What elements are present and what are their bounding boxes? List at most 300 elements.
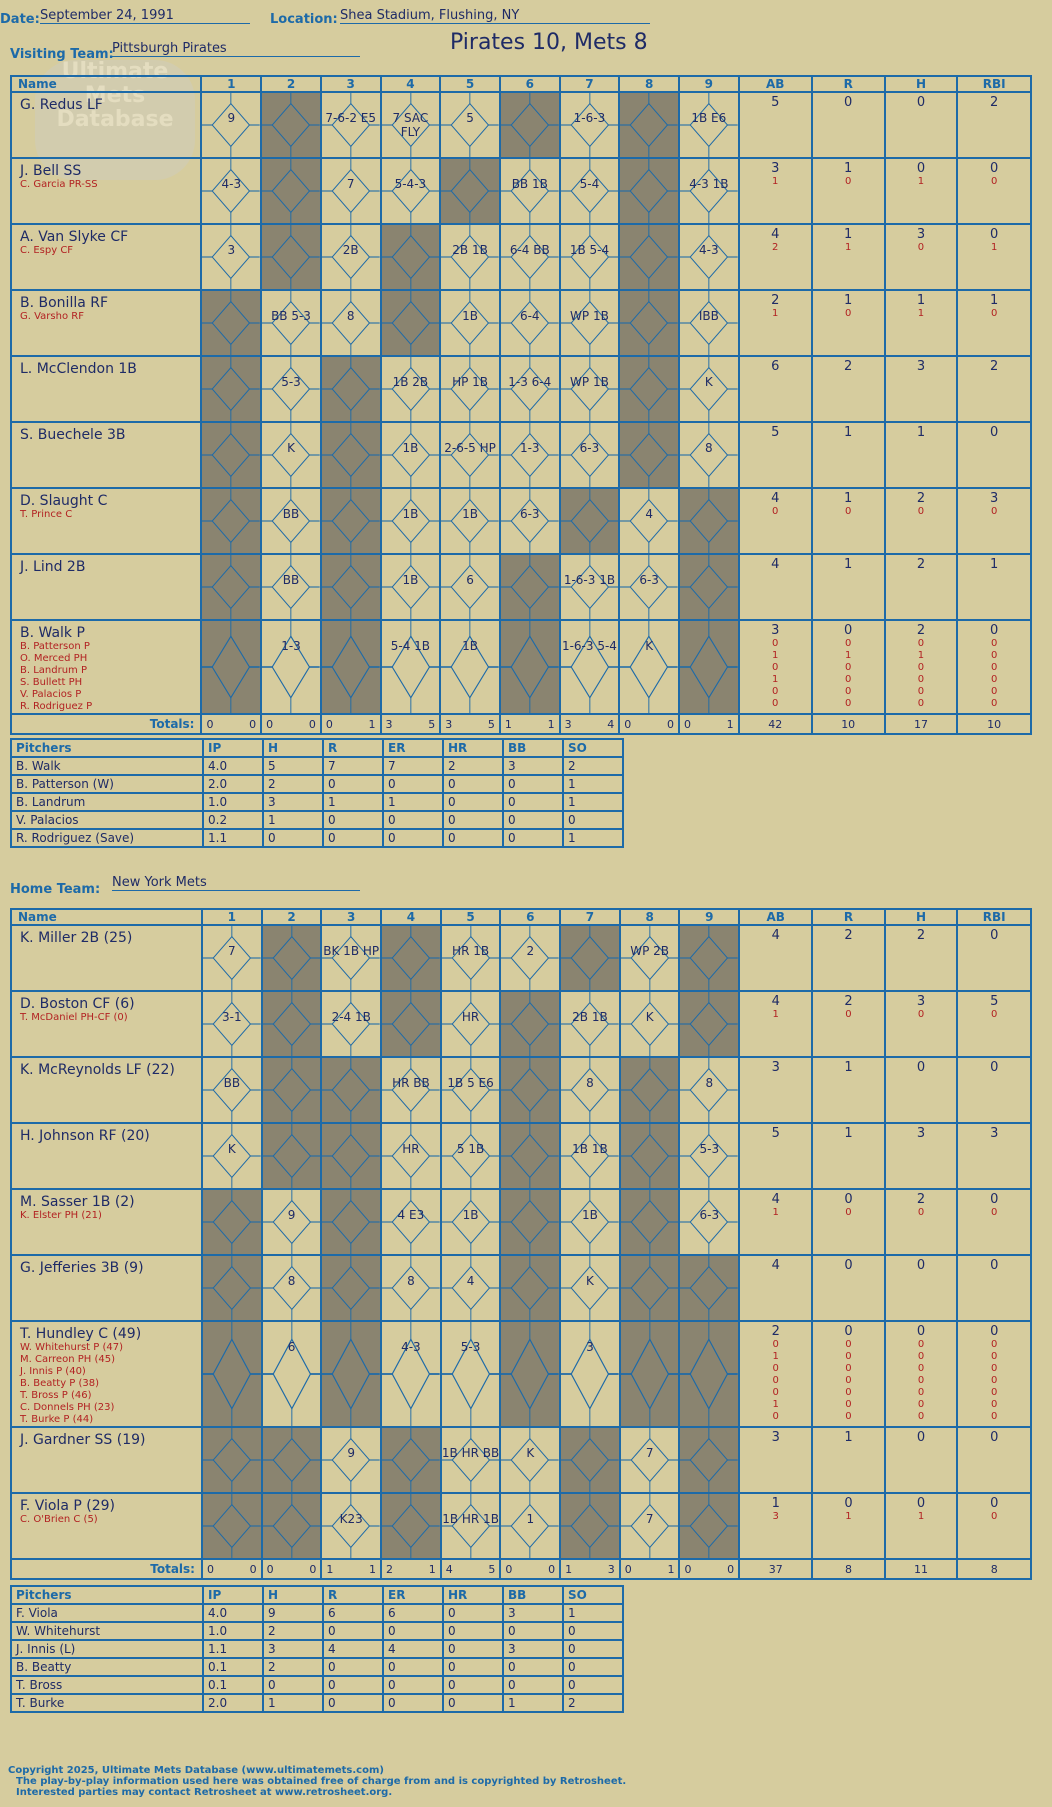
diamond-icon (202, 621, 260, 713)
at-bat-cell (262, 925, 322, 991)
stat-value: 2 (916, 491, 926, 506)
visiting-label: Visiting Team: (10, 47, 114, 62)
at-bat-cell (262, 1427, 322, 1493)
pitcher-stat: 1 (323, 793, 383, 811)
diamond-icon (501, 93, 559, 157)
substitute-stat: 0 (917, 686, 925, 697)
at-bat-cell (560, 991, 620, 1057)
at-bat-cell (440, 92, 500, 158)
play-result: HR 1B (452, 944, 490, 958)
at-bat-cell (560, 554, 620, 620)
diamond-icon (442, 1428, 500, 1492)
diamond-icon (501, 291, 559, 355)
diamond-icon (680, 621, 738, 713)
pitcher-stat: 2 (563, 1694, 623, 1712)
at-bat-cell (500, 290, 560, 356)
diamond-icon (322, 1494, 380, 1558)
batter-row (11, 92, 1031, 158)
diamond-icon (263, 1428, 321, 1492)
batter-row (11, 1427, 1031, 1493)
pitcher-name: V. Palacios (11, 811, 203, 829)
stat-cell (812, 1255, 884, 1321)
at-bat-cell (440, 290, 500, 356)
batter-name: G. Redus LF (20, 97, 103, 113)
substitute-stat: 0 (990, 686, 998, 697)
diamond-icon (263, 1124, 321, 1188)
at-bat-cell (620, 925, 680, 991)
diamond-icon (262, 357, 320, 421)
play-result: 2 (526, 944, 535, 958)
inning-total (202, 1559, 262, 1579)
diamond-icon (620, 423, 678, 487)
pitcher-name: T. Burke (11, 1694, 203, 1712)
diamond-icon (382, 423, 440, 487)
stat-cell (957, 1123, 1031, 1189)
substitute-name: C. Garcia PR-SS (20, 179, 98, 190)
substitute-stat: 0 (991, 1351, 998, 1362)
at-bat-cell (620, 1123, 680, 1189)
diamond-icon (442, 1494, 500, 1558)
pitcher-column-header: HR (443, 1586, 503, 1604)
at-bat-cell (321, 1057, 381, 1123)
substitute-stat: 1 (845, 242, 852, 253)
diamond-icon (501, 357, 559, 421)
substitute-stat: 0 (990, 698, 998, 709)
stat-cell (812, 1123, 884, 1189)
at-bat-cell (560, 290, 620, 356)
diamond-icon (203, 926, 261, 990)
substitute-stat: 2 (772, 242, 779, 253)
at-bat-cell (560, 925, 620, 991)
diamond-icon (620, 159, 678, 223)
stat-header: RBI (957, 76, 1031, 92)
at-bat-cell (620, 1255, 680, 1321)
at-bat-cell (679, 1123, 739, 1189)
substitute-name: B. Patterson P (20, 641, 90, 652)
inning-header: 2 (262, 909, 322, 925)
play-result: 7 SAC FLY (392, 111, 429, 139)
pitcher-stat: 1.0 (203, 1622, 263, 1640)
substitute-stat: 0 (990, 506, 998, 517)
at-bat-cell (381, 158, 441, 224)
at-bat-cell (500, 620, 560, 714)
at-bat-cell (619, 422, 679, 488)
play-result: 1B 5 E6 (447, 1076, 494, 1090)
substitute-stat: 0 (845, 506, 852, 517)
inning-total (381, 714, 441, 734)
stat-cell (885, 925, 958, 991)
inning-total (620, 1559, 680, 1579)
stat-value: 0 (916, 1430, 926, 1445)
at-bat-cell (440, 488, 500, 554)
diamond-icon (501, 489, 559, 553)
hits-total: 5 (487, 717, 495, 731)
stat-cell (812, 554, 885, 620)
diamond-icon (382, 1428, 440, 1492)
pitcher-column-header: SO (563, 1586, 623, 1604)
diamond-icon (501, 1428, 559, 1492)
diamond-icon (262, 225, 320, 289)
diamond-icon (561, 93, 619, 157)
diamond-icon (441, 93, 499, 157)
at-bat-cell (500, 1493, 560, 1559)
substitute-stat: 0 (917, 506, 925, 517)
footer-line-1: Copyright 2025, Ultimate Mets Database (www.ultimatemets.com) (8, 1765, 384, 1776)
at-bat-cell (262, 991, 322, 1057)
inning-total (440, 714, 500, 734)
inning-total (500, 714, 560, 734)
stat-cell (885, 422, 958, 488)
diamond-icon (561, 1428, 619, 1492)
stat-cell (739, 1057, 812, 1123)
diamond-icon (202, 489, 260, 553)
stat-cell (885, 1123, 958, 1189)
stat-value: 2 (990, 95, 999, 110)
stat-value: 0 (990, 928, 999, 943)
substitute-stat: 0 (845, 1009, 852, 1020)
pitcher-stat: 1 (503, 1694, 563, 1712)
stat-cell (812, 224, 885, 290)
at-bat-cell (679, 925, 739, 991)
play-result: 1B (402, 573, 419, 587)
stat-value: 4 (771, 227, 780, 242)
pitcher-stat: 0 (443, 811, 503, 829)
at-bat-cell (441, 1493, 501, 1559)
pitcher-stat: 4 (383, 1640, 443, 1658)
stat-value: 1 (990, 557, 999, 572)
diamond-icon (561, 357, 619, 421)
runs-total: 3 (385, 717, 393, 731)
diamond-icon (680, 1124, 738, 1188)
stat-cell (957, 158, 1031, 224)
diamond-icon (322, 1322, 380, 1426)
stat-value: 3 (771, 1430, 780, 1445)
substitute-stat: 0 (991, 1411, 998, 1422)
play-result: 8 (705, 441, 713, 455)
at-bat-cell (261, 92, 321, 158)
inning-header: 7 (560, 909, 620, 925)
diamond-icon (382, 159, 440, 223)
at-bat-cell (560, 1057, 620, 1123)
stat-cell (957, 224, 1031, 290)
substitute-name: T. Burke P (44) (20, 1414, 94, 1425)
visitor-scorecard (10, 75, 1032, 735)
at-bat-cell (321, 422, 381, 488)
play-result: 6-4 BB (509, 243, 550, 257)
pitcher-stat: 0 (323, 829, 383, 847)
at-bat-cell (560, 224, 620, 290)
runs-total: 0 (206, 1562, 214, 1576)
batter-name: J. Lind 2B (20, 559, 86, 575)
substitute-stat: 1 (990, 242, 998, 253)
substitute-stat: 0 (991, 1207, 998, 1218)
pitcher-row (11, 775, 623, 793)
diamond-icon (202, 225, 260, 289)
pitcher-stat: 0 (443, 1604, 503, 1622)
stat-total: 8 (812, 1559, 884, 1579)
at-bat-cell (202, 925, 262, 991)
substitute-name: M. Carreon PH (45) (20, 1354, 115, 1365)
pitcher-name: J. Innis (L) (11, 1640, 203, 1658)
pitcher-stat: 0 (383, 1676, 443, 1694)
runs-total: 0 (624, 1562, 632, 1576)
play-result: WP 2B (630, 944, 670, 958)
home-label: Home Team: (10, 882, 101, 897)
at-bat-cell (381, 620, 441, 714)
play-result: HP 1B (452, 375, 489, 389)
pitcher-stat: 4 (323, 1640, 383, 1658)
runs-total: 4 (445, 1562, 453, 1576)
play-result: 8 (287, 1274, 296, 1288)
batter-row (11, 158, 1031, 224)
game-title: Pirates 10, Mets 8 (450, 30, 648, 55)
batter-name: J. Bell SS (20, 163, 82, 179)
stat-cell (739, 158, 812, 224)
pitcher-stat: 3 (263, 1640, 323, 1658)
diamond-icon (382, 1256, 440, 1320)
at-bat-cell (202, 1123, 262, 1189)
play-result: 1B HR 1B (442, 1512, 499, 1526)
inning-header: 5 (441, 909, 501, 925)
pitcher-stat: 1 (383, 793, 443, 811)
diamond-icon (501, 159, 559, 223)
diamond-icon (203, 1190, 261, 1254)
stat-cell (957, 422, 1031, 488)
diamond-icon (680, 489, 738, 553)
play-result: 1B (462, 639, 479, 653)
stat-cell (739, 1493, 812, 1559)
stat-cell (957, 1189, 1031, 1255)
at-bat-cell (619, 224, 679, 290)
diamond-icon (680, 159, 738, 223)
diamond-icon (561, 992, 619, 1056)
pitcher-column-header: R (323, 1586, 383, 1604)
play-result: 3-1 (222, 1010, 242, 1024)
stat-value: 1 (771, 1496, 780, 1511)
inning-header: 3 (321, 76, 381, 92)
substitute-stat: 0 (845, 1363, 852, 1374)
play-result: 1-3 6-4 (508, 375, 552, 389)
stat-cell (812, 92, 885, 158)
inning-total (560, 1559, 620, 1579)
play-result: WP 1B (570, 309, 609, 323)
at-bat-cell (679, 290, 739, 356)
stat-cell (885, 1255, 958, 1321)
pitcher-stat: 1 (563, 829, 623, 847)
diamond-icon (501, 621, 559, 713)
batter-name: H. Johnson RF (20) (20, 1128, 150, 1144)
pitcher-stat: 0 (383, 1622, 443, 1640)
substitute-stat: 1 (772, 308, 779, 319)
at-bat-cell (500, 1057, 560, 1123)
inning-total (679, 714, 739, 734)
substitute-stat: 0 (772, 1387, 779, 1398)
diamond-icon (561, 1256, 619, 1320)
at-bat-cell (202, 1427, 262, 1493)
diamond-icon (561, 1190, 619, 1254)
at-bat-cell (441, 1189, 501, 1255)
diamond-icon (442, 1322, 500, 1426)
pitcher-name: B. Beatty (11, 1658, 203, 1676)
at-bat-cell (679, 554, 739, 620)
stat-value: 3 (771, 623, 780, 638)
substitute-stat: 0 (772, 698, 779, 709)
name-header: Name (11, 76, 201, 92)
stat-value: 4 (771, 491, 780, 506)
at-bat-cell (201, 620, 261, 714)
stat-cell (812, 290, 885, 356)
pitcher-row (11, 1640, 623, 1658)
inning-header: 4 (381, 909, 441, 925)
play-result: 9 (287, 1208, 296, 1222)
diamond-icon (322, 357, 380, 421)
at-bat-cell (560, 488, 620, 554)
batter-cell (11, 620, 201, 714)
diamond-icon (202, 291, 260, 355)
substitute-name: B. Beatty P (38) (20, 1378, 100, 1389)
at-bat-cell (262, 1123, 322, 1189)
at-bat-cell (679, 1321, 739, 1427)
stat-value: 1 (844, 1126, 853, 1141)
stat-value: 0 (990, 161, 999, 176)
stat-value: 0 (916, 1324, 926, 1339)
play-result: 1B 1B (572, 1142, 608, 1156)
at-bat-cell (201, 356, 261, 422)
batter-row (11, 1255, 1031, 1321)
stat-value: 0 (990, 1430, 999, 1445)
at-bat-cell (202, 1057, 262, 1123)
pitcher-stat: 2 (263, 775, 323, 793)
hits-total: 1 (368, 717, 376, 731)
at-bat-cell (261, 422, 321, 488)
stat-cell (885, 1321, 958, 1427)
inning-header: 8 (620, 909, 680, 925)
at-bat-cell (679, 92, 739, 158)
pitcher-stat: 0 (563, 1622, 623, 1640)
diamond-icon (322, 926, 380, 990)
pitcher-name: B. Patterson (W) (11, 775, 203, 793)
stat-header: AB (739, 76, 812, 92)
diamond-icon (501, 423, 559, 487)
substitute-stat: 1 (917, 1511, 925, 1522)
at-bat-cell (679, 991, 739, 1057)
stat-cell (739, 224, 812, 290)
at-bat-cell (202, 1321, 262, 1427)
stat-cell (957, 92, 1031, 158)
play-result: 4-3 (699, 243, 719, 257)
hits-total: 5 (428, 717, 436, 731)
batter-cell (11, 488, 201, 554)
runs-total: 0 (266, 717, 274, 731)
stat-cell (957, 488, 1031, 554)
batter-row (11, 554, 1031, 620)
at-bat-cell (202, 1493, 262, 1559)
stat-header: AB (739, 909, 812, 925)
diamond-icon (442, 1256, 500, 1320)
hits-total: 0 (666, 717, 674, 731)
batter-row (11, 356, 1031, 422)
pitcher-stat: 0 (503, 793, 563, 811)
stat-cell (739, 1321, 812, 1427)
diamond-icon (501, 1256, 559, 1320)
play-result: BK 1B HP (323, 944, 380, 958)
at-bat-cell (202, 1255, 262, 1321)
at-bat-cell (381, 92, 441, 158)
diamond-icon (382, 1190, 440, 1254)
at-bat-cell (262, 1057, 322, 1123)
pitcher-stat: 0 (323, 1622, 383, 1640)
hits-total: 1 (547, 717, 555, 731)
stat-cell (885, 356, 958, 422)
stat-cell (957, 1057, 1031, 1123)
play-result: 8 (586, 1076, 594, 1090)
at-bat-cell (321, 991, 381, 1057)
pitcher-stat: 0 (323, 1658, 383, 1676)
play-result: 7 (645, 1446, 654, 1460)
at-bat-cell (321, 290, 381, 356)
stat-value: 5 (771, 425, 780, 440)
pitcher-stat: 2.0 (203, 1694, 263, 1712)
diamond-icon (621, 992, 679, 1056)
at-bat-cell (201, 158, 261, 224)
diamond-icon (382, 1124, 440, 1188)
stat-cell (739, 620, 812, 714)
at-bat-cell (381, 991, 441, 1057)
batter-row (11, 1189, 1031, 1255)
pitcher-row (11, 793, 623, 811)
diamond-icon (263, 1494, 321, 1558)
diamond-icon (382, 1058, 440, 1122)
stat-cell (739, 290, 812, 356)
inning-total (679, 1559, 739, 1579)
pitcher-stat: 0 (323, 1676, 383, 1694)
play-result: 1-3 (281, 639, 301, 653)
substitute-name: T. Bross P (46) (20, 1390, 92, 1401)
batter-name: A. Van Slyke CF (20, 229, 129, 245)
substitute-name: C. O'Brien C (5) (20, 1514, 98, 1525)
pitcher-stat: 0 (503, 1676, 563, 1694)
diamond-icon (620, 555, 678, 619)
play-result: 3 (586, 1340, 594, 1354)
at-bat-cell (381, 1123, 441, 1189)
at-bat-cell (381, 1493, 441, 1559)
stat-cell (812, 991, 884, 1057)
stat-value: 6 (771, 359, 780, 374)
diamond-icon (322, 1256, 380, 1320)
batter-cell (11, 1427, 202, 1493)
batter-row (11, 925, 1031, 991)
stat-cell (812, 158, 885, 224)
at-bat-cell (201, 92, 261, 158)
inning-total (381, 1559, 441, 1579)
stat-value: 3 (990, 1126, 999, 1141)
substitute-stat: 0 (845, 176, 852, 187)
play-result: K (227, 1142, 236, 1156)
diamond-icon (501, 1322, 559, 1426)
pitcher-name: W. Whitehurst (11, 1622, 203, 1640)
substitute-stat: 0 (991, 1511, 998, 1522)
at-bat-cell (321, 1189, 381, 1255)
at-bat-cell (321, 488, 381, 554)
pitcher-column-header: ER (383, 1586, 443, 1604)
at-bat-cell (321, 620, 381, 714)
diamond-icon (203, 1256, 261, 1320)
pitcher-column-header: ER (383, 739, 443, 757)
at-bat-cell (321, 158, 381, 224)
stat-value: 1 (844, 1430, 853, 1445)
substitute-stat: 1 (917, 650, 925, 661)
location-label: Location: (270, 12, 338, 27)
